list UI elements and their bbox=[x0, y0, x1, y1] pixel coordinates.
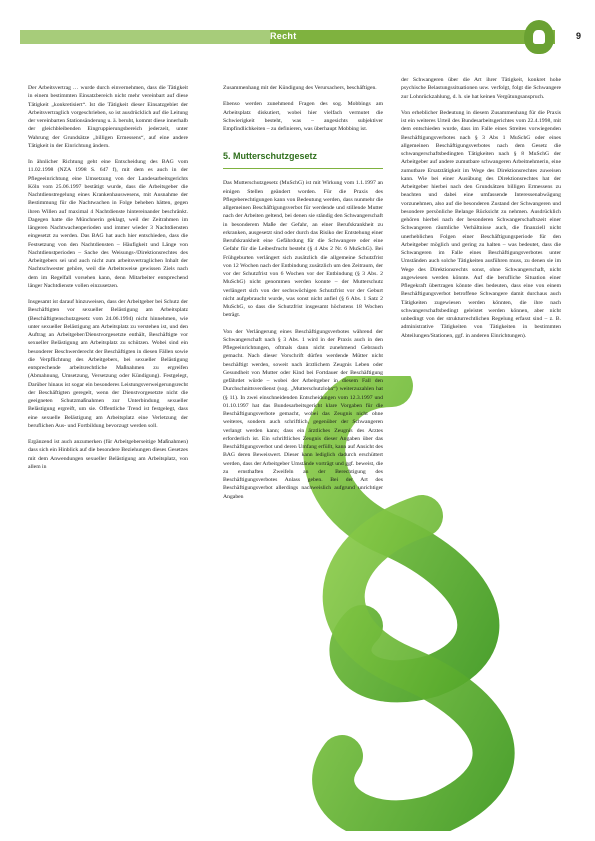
header-bar bbox=[270, 30, 555, 44]
heading-rule bbox=[223, 168, 383, 169]
paragraph: Insgesamt ist darauf hinzuweisen, dass der Arbeitgeber bei Schutz der Beschäftigten vor sexueller Belästigung am Arbeitsplatz (Beschäftigtenschutzgesetz vom 24.06.1994) nicht hinnehmen, wie unter sexueller Belästigung am Arbeitsplatz zu verstehen ist, und den Auftrag an Arbeitgeber/Dienstvorgesetzte enthält, Beschäftigte vor sexueller Belästigung am Arbeitsplatz zu schützen. Wobei sind ein besonderer Beschwerderecht der Beschäftigten in diesen Fällen sowie die Verpflichtung des Arbeitgebers, bei sexueller Belästigung entsprechende arbeitsrechtliche Maßnahmen zu ergreifen (Abmahnung, Umsetzung, Versetzung oder Kündigung). Festgelegt, Darüber hinaus ist sogar ein besonderes Leistungsverweigerungsrecht der Beschäftigten geregelt, wenn der Dienstvorgesetzte nicht die geeigneten Schutzmaßnahmen zur Unterbindung sexueller Belästigung ergreift, um sie. Offentliche Trend ist festgelegt, dass eine sexuelle Belästigung am Arbeitsplatz eine Verletzung der beruflichen Aus- und Fortbildung bevorzugt werden soll. bbox=[28, 299, 188, 429]
text-column-3 bbox=[401, 76, 561, 836]
section-heading: 5. Mutterschutzgesetz bbox=[223, 151, 318, 162]
paragraph: Ebenso werden zunehmend Fragen des sog. Mobbings am Arbeitsplatz diskutiert, wobei hier vielfach vermutet die Schwierigkeit besteht, was – angesichts subjektiver Empfindlichkeiten – zu definieren, was überhaupt Mobbing ist. bbox=[223, 101, 383, 132]
paragraph: Von erheblicher Bedeutung in diesem Zusammenhang für die Praxis ist ein weiteres Urteil des Bundesarbeitsgerichtes vom 22.4.1998, mit dem entschieden wurde, dass im Falle eines Streites vorwiegenden Beschäftigungsverbotes nach § 3 Abs 1 MuSchG oder eines allgemeinen Beschäftigungsverbotes nach dem Gesetz die schwangerschaftsbedingten Tätigkeiten nach § 8 MuSchG der Arbeitgeber auf andere zumutbare schwangeren Arbeitnehmerin, eine zumutbare Ersatztätigkeit im Wege des Direktionsrechtes zuweisen kann. Wie bei einer Ausübung des Direktionsrechtes hat der Arbeitgeber hierbei nach den Grundsätzen billigen Ermessens zu beachten und dabei eine umfassende Interessenabwägung vorzunehmen, also auf die besonderen Zustand der Schwangeren und besondere persönliche Belange Rücksicht zu nehmen. Ausdrücklich gehören hierbei nach der besonderen Schwangerschaftszeit einer Schwangeren räumliche Verhältnisse auch, die finanziell nicht unerheblichen Folgen einer Beschäftigungsperiode für den Arbeitgeber möglich und gering zu halten – was bedeutet, dass die Schwangeren im Falle eines Beschäftigungsverbotes unter Umständen auch solche Tätigkeiten ausführen muss, zu denen sie im Wege des Direktionsrechts sonst, ohne Schwangerschaft, nicht angewiesen werden könnte. Auf die berufliche Situation einer Pflegekraft übertragen könnte dies bedeuten, dass eine von einem Beschäftigungsverbot betroffene Schwangere damit durchaus auch Tätigkeiten zugewiesen werden könnten, die ihre nach schwangerschaftsbedingt geleistet werden können, aber nicht unbedingt von der strukturrechtlichen Regelung erfasst sind – z. B. administrative Tätigkeiten von Tätigkeiten in bestimmten Abteilungen/Stationen, ggf. in anderen Einrichtungen). bbox=[401, 109, 561, 339]
paragraph: Von der Verlängerung eines Beschäftigungsverbotes während der Schwangerschaft nach § 3 Abs. 1 wird in der Praxis auch in den Pflegeeinrichtungen, oftmals dann nicht zunehmend Gebrauch gemacht. Nach dieser Vorschrift dürfen werdende Mütter nicht beschäftigt werden, soweit nach ärztlichem Zeugnis Leben oder Gesundheit von Mutter oder Kind bei Fortdauer der Beschäftigung gefährdet würde – wobei der Arbeitgeber in diesem Fall den Durchschnittsverdienst (sog. „Mutterschutzlohn“) weiterzuzahlen hat (§ 11). In zwei einschneidenden Entscheidungen vom 12.3.1997 und 01.10.1997 hat das Bundesarbeitsgericht klare Vorgaben für die Beschäftigungsverbote gemacht, wobei das Zeugnis nicht ohne weiteres, sondern auch schriftlich, gegenüber der Schwangeren verlangt werden kann; dass ein ärztliches Zeugnis des Arztes erforderlich ist. Ein schriftliches Zeugnis dieser Angaben über das Beschäftigungsverbot und deren Umfang erfüllt, kann auf Ansicht des BAG deren Beweiswert. Dieser kann lediglich dadurch erschüttert werden, dass der Arbeitgeber Umstände vorträgt und ggf. beweist, die zu ernsthaften Zweifeln an der Berechtigung des Beschäftigungsverbotes Anlass geben. Bei der Art des Beschäftigungsverbot allerdings nachweislich aufgrund unrichtiger Angaben bbox=[223, 328, 383, 500]
paragraph: Ergänzend ist auch anzumerken (für Arbeitgeberseitige Maßnahmen) dass sich ein Hinblick auf die besondere Beziehungen dieses Gesetzes mit dem Anwendungen sexueller Belästigung am Arbeitsplatz, von allem in bbox=[28, 439, 188, 470]
header-bar-light bbox=[20, 30, 270, 44]
paragraph: Das Mutterschutzgesetz (MuSchG) ist mit Wirkung vom 1.1.1997 an einigen Stellen geändert worden. Für die Praxis des Pflegeberechtigungen kann von Bedeutung werden, dass nunmehr die allgemeinen Beschäftigungsverbot für werdende und stillende Mutter nach der Arbeiten geltend, bei denen sie ständig den Schwangerschaft in besonderem Maße der Gefahr, an einer Berufskrankheit zu erkranken, ausgesetzt sind oder durch das Risiko der Entstehung einer Berufskrankheit eine Gefährdung für die Schwangere oder eine Gefahr für die Leibesfrucht besteht (§ 4 Abs 2 Nr. 6 MuSchG). Bei Frühgeburten verlängert sich zusätzlich die allgemeine Schutzfrist von 12 Wochen nach der Entbindung zusätzlich um den Zeitraum, der vor der Schutzfrist von 6 Wochen vor der Entbindung (§ 3 Abs. 2 MuSchG) nicht genommen werden konnte – der Mutterschutz verlängert sich von der sechswöchigen Schutzfrist vor der Geburt nicht aufgebraucht wurde, was sonst nicht anfiel (§ 6 Abs. 1 Satz 2 MuSchG, so dass die Schutzfrist insgesamt höchstens 18 Wochen beträgt. bbox=[223, 180, 383, 319]
paragraph: In ähnlicher Richtung geht eine Entscheidung des BAG vom 11.02.1998 (NZA 1998 S. 647 f), mit dem es auch in der Pflegeeinrichtung eine Umsetzung von der Landesarbeitsgerichts Köln vom 25.06.1997 bestätigt wurde, dass die Arbeitsgeber die Nachtdienstregelung eines Krankenhauswesens, mit Ausnahme der Bestimmung für die Nachtwachen in Folge beheben hätten, gegen ihren Willen auf maximal 4 Nachtdienste hintereinander beschränkt. Dagegen hatte die Münchnerin geklagt, weil der Zeitrahmen im längeren Nachtwachenperioden und immer wieder 3 Nachtdiensten eingesetzt zu werden. Das BAG hat auch hier entschieden, dass die Festsetzung von den Nachtdiensten – Häufigkeit und Länge von Nachtdienstperioden – Sache des Weisungs-/Direktionsrechtes des Arbeitgebers sei und auch nicht zum arbeitsvertraglichen Inhalt der Nachtschwester gehöre, weil die Arbeitsweise gewissen Ziels nach dem im Regelfall vorsehen kann, denn Mitarbeiter entsprechend länger Nachtdienste vollen einzusetzen. bbox=[28, 159, 188, 289]
paragraph: der Schwangeren über die Art ihrer Tätigkeit, konkret hohe psychische Belastungssituationen usw. verfolgt, folgt die Schwangere zur Lohnrückzahlung, d. h. sie hat keinen Vergütungsanspruch. bbox=[401, 77, 561, 100]
paragraph: Zusammenhang mit der Kündigung des Verursachers, beschäftigen. bbox=[223, 85, 377, 91]
section-title: Recht bbox=[270, 31, 297, 41]
text-column-2 bbox=[223, 84, 383, 834]
page-number: 9 bbox=[576, 31, 582, 41]
paragraph: Der Arbeitsvertrag … wurde durch einvernehmen, dass die Tätigkeit in einem bestimmten Einsatzbereich nicht mehr vereinbart auf diese Tätigkeit „konkretisiert“. Ist die Tätigkeit dieser Einsatzgebiet der Arbeitsvertraglich vorgeschrieben, so ist ausdrücklich auf die Leitung der vereinbarten Stationsänderung u. ä. beruht, kommt diese innerhalb der gleichbleibenden Eingruppierungsbereich jederzeit, unter Wahrung der Grundsätze „billigen Ermessens“, auf eine andere Tätigkeit in der Einrichtung ändern. bbox=[28, 85, 188, 149]
logo-mark bbox=[533, 30, 545, 44]
text-column-1 bbox=[28, 84, 188, 834]
